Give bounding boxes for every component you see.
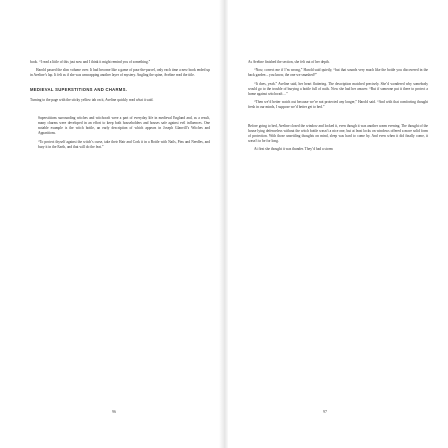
quoted-passage: Superstitions surrounding witches and witchcraft were a part of everyday life in medieval England and, as a result, many charms were developed in an effort to keep both householders and houses safe against evil influences. One notable example is the witch bottle, an early description of which appears in Joseph Glanvill’s Witches and Apparitions. [38,115,210,136]
left-page-text [30,60,210,153]
paragraph: book. “I read a little of this just now and I think it might remind you of something.” [30,60,151,64]
quoted-passage: “To protect thyself against the witch’s curse, take their Hair and Cork it in a Bottle with Nails, Pins and Needles, and bury it in the Earth, and that will do the feat.” [38,139,210,149]
paragraph: “Now, correct me if I’m wrong,” Harold said quietly, “but that sounds very much like the bottle you discovered in the back garden – you know, the one we smashed?” [248,68,428,78]
spacer [30,106,210,116]
paragraph: At first she thought it was thunder. They’d had a storm [254,147,333,152]
section-heading: MEDIEVAL SUPERSTITIONS AND CHARMS. [30,86,128,92]
paragraph: “Then we’d better watch out because we’re not protected any longer,” Harold said. “And with that comforting thought fresh in our minds, I suppose we’d better get to bed.” [248,100,428,110]
paragraph: Before going to bed, Aveline closed the window and locked it, even though it was another warm evening. The thought of the house lying defenceless without the witch bottle wasn’t a nice one, but at least locks on windows offered a more solid form of protection. With those unsettling thoughts on mind, sleep was hard to come by. And even when it did finally come, it wasn’t to be for long. [248,123,428,144]
right-page [228,0,448,448]
paragraph: “It does, yeah.” Aveline said, her heart fluttering. The description matched precisely. She’d wondered why somebody would go to the trouble of burying a bottle full of nails. Now she had her answer. “But if someone put it there to protect a home against witchcraft…” [248,81,428,97]
page-number: 96 [112,409,116,414]
paragraph: As Aveline finished the section, she felt out of her depth. [248,60,330,64]
paragraph: Harold passed the slim volume over. It had become like a game of pass-the-parcel, only each time a new book ended up in Aveline’s lap. It felt as if she was unwrapping another layer of mystery. Angling the spine, Aveline read the title. [30,68,210,78]
paragraph: Turning to the page with the sticky yellow tab on it, Aveline quickly read what it said. [30,97,154,102]
page-number: 97 [323,409,327,414]
right-page-text [248,60,428,156]
scene-break [248,114,428,124]
left-page [0,0,220,448]
